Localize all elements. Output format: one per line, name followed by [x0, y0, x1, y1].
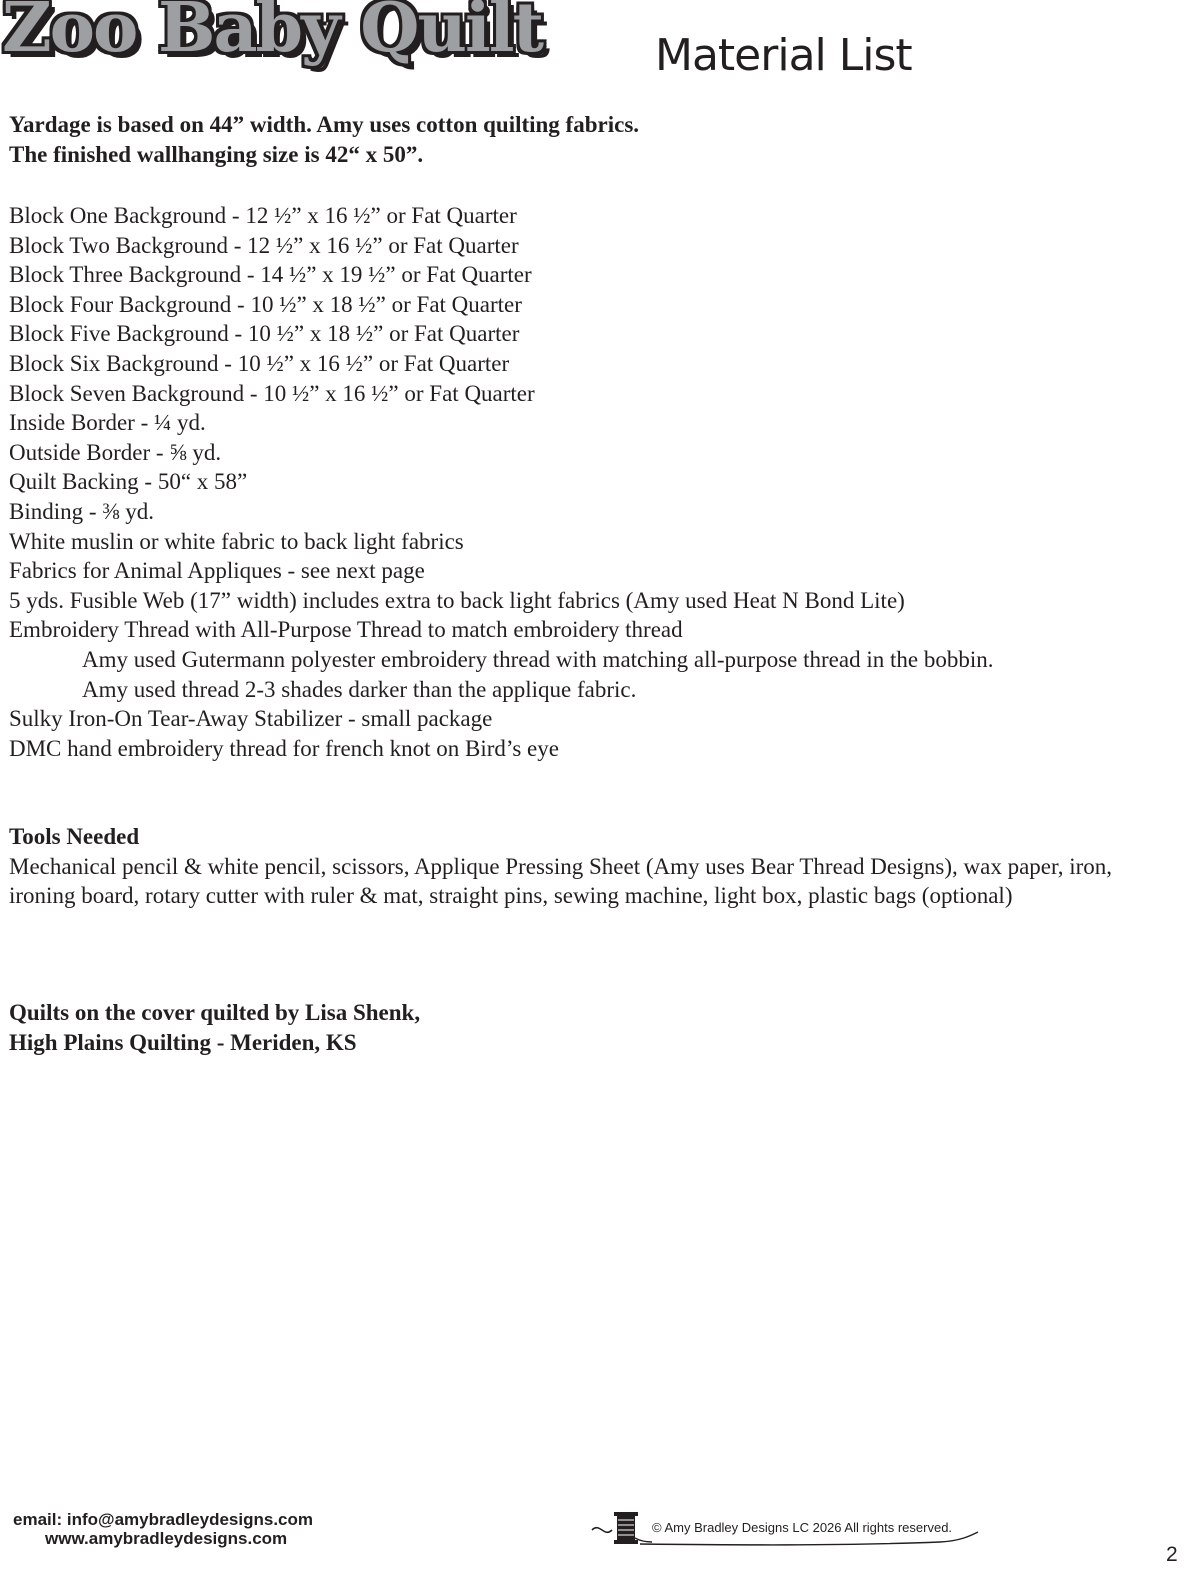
material-item: Block Two Background - 12 ½” x 16 ½” or Fat Quarter — [9, 232, 519, 258]
credit-line: High Plains Quilting - Meriden, KS — [9, 1029, 357, 1055]
material-item: Block Seven Background - 10 ½” x 16 ½” or Fat Quarter — [9, 380, 535, 406]
material-item: Block Five Background - 10 ½” x 18 ½” or Fat Quarter — [9, 321, 520, 347]
footer-contact — [13, 1510, 313, 1548]
tools-heading: Tools Needed — [9, 824, 140, 849]
page-title: Zoo Baby Quilt — [2, 0, 543, 68]
material-item: Inside Border - ¼ yd. — [9, 410, 206, 436]
material-item: Block Six Background - 10 ½” x 16 ½” or Fat Quarter — [9, 350, 510, 376]
footer-website: www.amybradleydesigns.com — [45, 1529, 288, 1548]
material-item: Block One Background - 12 ½” x 16 ½” or Fat Quarter — [9, 203, 517, 228]
intro-line: Yardage is based on 44” width. Amy uses cotton quilting fabrics. — [9, 112, 640, 137]
material-item: White muslin or white fabric to back light fabrics — [9, 528, 464, 554]
material-item: Embroidery Thread with All-Purpose Thread to match embroidery thread — [9, 617, 683, 643]
intro-line: The finished wallhanging size is 42“ x 50”. — [9, 141, 424, 167]
materials-list — [9, 201, 1179, 763]
page-subtitle: Material List — [655, 30, 912, 81]
quilting-credits — [9, 998, 420, 1057]
material-item: Fabrics for Animal Appliques - see next page — [9, 558, 425, 584]
material-item: Outside Border - ⅝ yd. — [9, 439, 222, 465]
footer-email: email: info@amybradleydesigns.com — [13, 1510, 313, 1529]
material-item: Quilt Backing - 50“ x 58” — [9, 469, 248, 495]
material-item: Block Three Background - 14 ½” x 19 ½” or Fat Quarter — [9, 262, 532, 288]
material-item: DMC hand embroidery thread for french knot on Bird’s eye — [9, 735, 559, 761]
material-item: 5 yds. Fusible Web (17” width) includes extra to back light fabrics (Amy used Heat N Bond Lite) — [9, 587, 905, 613]
page-number: 2 — [1166, 1543, 1178, 1566]
material-item: Block Four Background - 10 ½” x 18 ½” or Fat Quarter — [9, 291, 522, 317]
tools-text: Mechanical pencil & white pencil, scissors, Applique Pressing Sheet (Amy uses Bear Thread Designs), wax paper, iron, ironing board, rotary cutter with ruler & mat, straight pins, sewing machine, light box, plastic bags (optional) — [9, 853, 1113, 909]
credit-line: Quilts on the cover quilted by Lisa Shenk, — [9, 1000, 421, 1025]
material-item: Binding - ⅜ yd. — [9, 498, 155, 524]
copyright-notice: © Amy Bradley Designs LC 2026 All rights reserved. — [652, 1520, 953, 1535]
material-note: Amy used Gutermann polyester embroidery thread with matching all-purpose thread in the bobbin. — [82, 646, 994, 672]
material-item: Sulky Iron-On Tear-Away Stabilizer - small package — [9, 706, 493, 732]
material-note: Amy used thread 2-3 shades darker than the applique fabric. — [82, 676, 637, 702]
tools-section — [9, 822, 1179, 911]
intro-note — [9, 110, 1159, 169]
